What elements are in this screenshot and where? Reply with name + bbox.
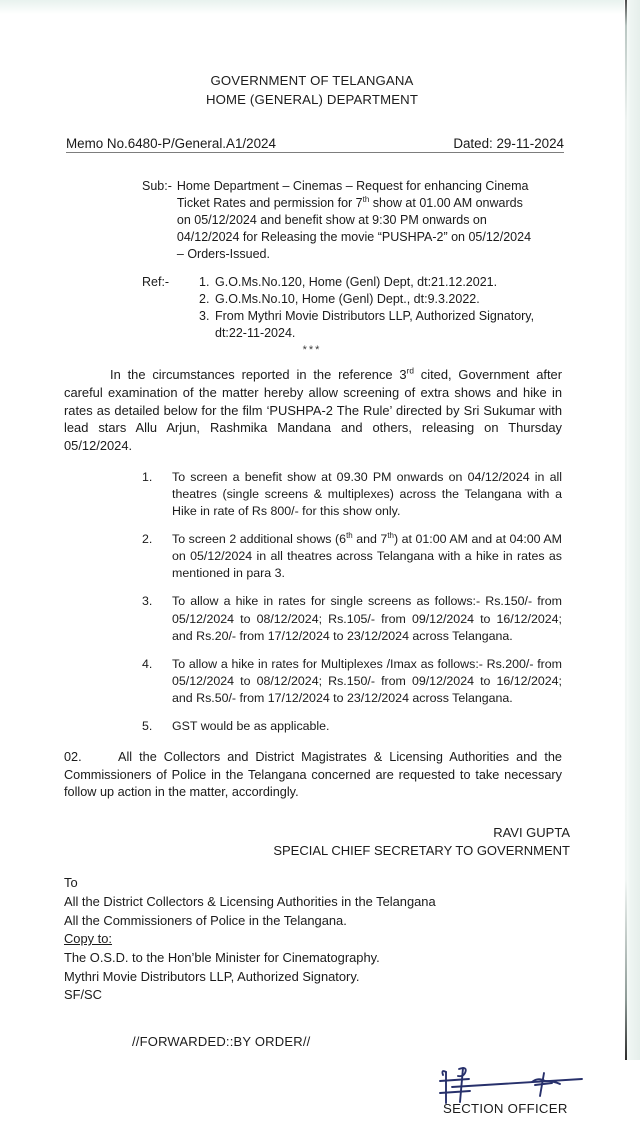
reference-item-text: G.O.Ms.No.10, Home (Genl) Dept., dt:9.3.2022. <box>215 292 480 307</box>
asterisk-separator: *** <box>302 344 322 357</box>
order-item-number: 2. <box>142 532 153 547</box>
section-officer-title: SECTION OFFICER <box>443 1101 568 1117</box>
order-item <box>142 469 562 520</box>
order-item-number: 4. <box>142 656 153 671</box>
reference-item <box>199 325 562 342</box>
memo-date: Dated: 29-11-2024 <box>453 136 564 152</box>
distribution-copy-line: SF/SC <box>64 987 102 1003</box>
document-header <box>0 72 624 109</box>
order-item <box>142 718 562 735</box>
paragraph-02-number: 02. <box>64 750 82 765</box>
reference-item-number <box>199 325 215 342</box>
order-item <box>142 593 562 644</box>
body-paragraph-part1: In the circumstances reported in the reference 3 <box>110 367 407 383</box>
reference-label: Ref:- <box>142 275 170 290</box>
paragraph-02 <box>64 749 562 802</box>
order-item-text: To screen a benefit show at 09.30 PM onwards on 04/12/2024 in all theatres (single screens & multiplexes) across the Telangana with a Hike in rate of Rs 800/- for this show only. <box>172 469 562 519</box>
memo-row <box>66 136 564 153</box>
scan-edge-line <box>625 0 627 1060</box>
order-item <box>142 656 562 707</box>
reference-block <box>142 274 562 342</box>
reference-item-number: 1. <box>199 275 210 290</box>
subject-body <box>177 178 562 263</box>
reference-item-text: From Mythri Movie Distributors LLP, Authorized Signatory, <box>215 309 535 324</box>
signatory-designation: SPECIAL CHIEF SECRETARY TO GOVERNMENT <box>273 842 570 858</box>
body-paragraph-ordinal-sup: rd <box>406 367 414 377</box>
subject-line-4: 04/12/2024 for Releasing the movie “PUSHPA-2” on 05/12/2024 <box>176 230 532 245</box>
order-ordinal-sup-7th: th <box>387 531 394 541</box>
header-government-line: GOVERNMENT OF TELANGANA <box>210 73 414 88</box>
subject-line-2-a: Ticket Rates and permission for 7 <box>176 196 363 211</box>
section-officer-block <box>0 1063 624 1129</box>
distribution-copy-line: Mythri Movie Distributors LLP, Authorized Signatory. <box>64 968 360 984</box>
order-item-text: To allow a hike in rates for Multiplexes /Imax as follows:- Rs.200/- from 05/12/2024 to 08/12/2024; Rs.150/- from 09/12/2024 to 16/12/2024; and Rs.50/- from 17/12/2024 to 23/12/2024 across Telangana. <box>172 656 562 706</box>
paragraph-02-text: All the Collectors and District Magistrates & Licensing Authorities and the Commissioners of Police in the Telangana concerned are requested to take necessary follow up action in the matter, accordingly. <box>64 750 562 800</box>
header-department-line: HOME (GENERAL) DEPARTMENT <box>205 91 419 107</box>
order-item-number: 1. <box>142 469 153 484</box>
distribution-to-label: To <box>64 875 78 891</box>
order-item-number: 5. <box>142 719 153 734</box>
body-paragraph <box>64 366 562 454</box>
order-item-number: 3. <box>142 594 153 609</box>
subject-ordinal-sup: th <box>362 195 370 205</box>
subject-label: Sub:- <box>142 179 172 194</box>
subject-block <box>142 178 562 263</box>
reference-item <box>199 308 562 325</box>
order-ordinal-sup-6th: th <box>346 531 353 541</box>
signatory-block <box>0 824 570 860</box>
distribution-to-line: All the District Collectors & Licensing Authorities in the Telangana <box>64 893 436 909</box>
signatory-name: RAVI GUPTA <box>493 824 570 840</box>
distribution-to-line: All the Commissioners of Police in the Telangana. <box>64 912 347 928</box>
reference-body <box>199 274 562 342</box>
reference-item <box>199 291 562 308</box>
order-item-text: To allow a hike in rates for single screens as follows:- Rs.150/- from 05/12/2024 to 08/12/2024; Rs.105/- from 09/12/2024 to 16/12/2024; and Rs.20/- from 17/12/2024 to 23/12/2024 across Telangana. <box>172 594 562 643</box>
subject-line-2-b: show at 01.00 AM onwards <box>369 196 523 211</box>
orders-list <box>142 469 562 735</box>
subject-line-5: – Orders-Issued. <box>176 247 270 262</box>
distribution-block <box>64 874 624 1005</box>
reference-item-number: 2. <box>199 292 210 307</box>
order-item-text-b: and 7 <box>352 532 388 547</box>
reference-item-text: dt:22-11-2024. <box>215 326 296 341</box>
order-item-text <box>172 531 562 582</box>
subject-line-3: on 05/12/2024 and benefit show at 9:30 PM onwards on <box>176 213 487 228</box>
reference-item-text: G.O.Ms.No.120, Home (Genl) Dept, dt:21.12.2021. <box>215 275 498 290</box>
body-paragraph-part2: cited, Government after careful examination of the matter hereby allow screening of extra shows and hike in rates as detailed below for the film ‘PUSHPA-2 The Rule’ directed by Sri Sukumar with lead stars Allu Arjun, Rashmika Mandana and others, releasing on Thursday 05/12/2024. <box>64 367 562 454</box>
reference-item <box>199 274 562 291</box>
order-item-text-c: ) at 01:00 AM and at 04:00 AM on 05/12/2024 in all theatres across Telangana with a hike in rates as mentioned in para 3. <box>172 532 562 581</box>
memo-number: Memo No.6480-P/General.A1/2024 <box>66 136 276 152</box>
subject-line-2 <box>177 195 562 212</box>
order-item <box>142 531 562 582</box>
distribution-copy-line: The O.S.D. to the Hon’ble Minister for Cinematography. <box>64 949 380 965</box>
reference-list <box>199 274 562 342</box>
forwarded-by-order: //FORWARDED::BY ORDER// <box>132 1034 311 1050</box>
reference-item-number: 3. <box>199 309 210 324</box>
order-item-text-a: To screen 2 additional shows (6 <box>172 532 347 547</box>
order-item-text: GST would be as applicable. <box>172 719 330 734</box>
distribution-copy-label: Copy to: <box>64 931 113 947</box>
subject-line-1: Home Department – Cinemas – Request for enhancing Cinema <box>176 179 529 194</box>
